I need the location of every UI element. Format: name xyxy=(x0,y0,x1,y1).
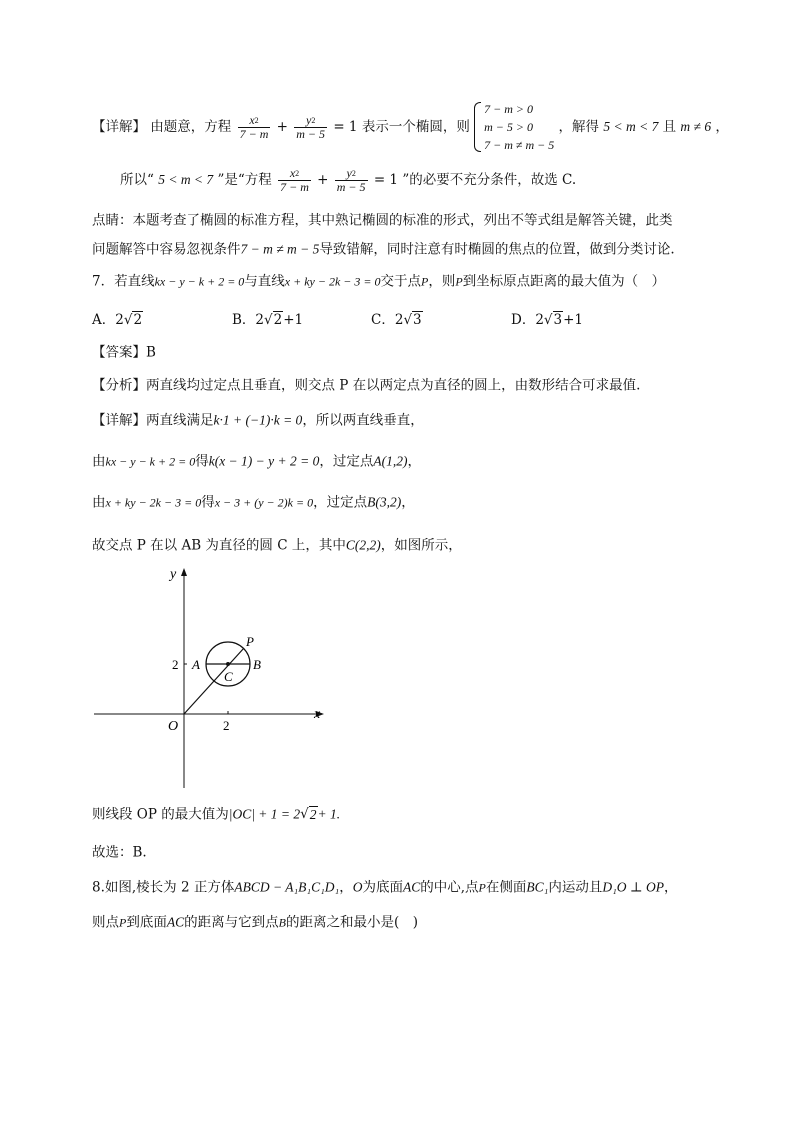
detail1-text-a: 由题意，方程 xyxy=(150,119,232,135)
answer-line: 【答案】B xyxy=(92,344,156,361)
fraction-x2: $\frac{x2}{7 - m}$ xyxy=(239,112,269,141)
x-label: x xyxy=(314,707,321,722)
center-point xyxy=(226,662,230,666)
fraction-y2: $\frac{y2}{m - 5}$ xyxy=(296,112,326,141)
range-expr: 5 < m < 7 xyxy=(603,119,659,134)
detail1-text-c: ，解得 xyxy=(558,119,600,135)
point-a-label: A xyxy=(192,657,200,672)
conclusion-line xyxy=(120,166,576,194)
detail2-line-1: 【详解】两直线满足k·1 + (−1)·k = 0，所以两直线垂直， xyxy=(92,412,424,429)
origin-label: O xyxy=(168,719,179,734)
neq-expr: m ≠ 6 xyxy=(680,119,712,134)
y-label: y xyxy=(170,567,177,582)
detail1-text-b: 表示一个椭圆，则 xyxy=(361,119,470,135)
fraction-y2-b: $\frac{y2}{m - 5}$ xyxy=(336,165,366,194)
option-b: B．2√2+1 xyxy=(232,312,304,328)
point-p-label: P xyxy=(246,634,254,649)
question-7: 7．若直线kx − y − k + 2 = 0与直线x + ky − 2k − 3 = 0交于点P，则P到坐标原点距离的最大值为（ ） xyxy=(92,273,666,290)
answer-value: B xyxy=(146,344,156,361)
plus-sign: + xyxy=(276,119,288,135)
inequality-system: 7 − m > 0 m − 5 > 0 7 − m ≠ m − 5 xyxy=(474,100,554,154)
line1-eq: kx − y − k + 2 = 0 xyxy=(154,274,245,289)
option-c: C．2√3 xyxy=(371,312,422,328)
detail1-line xyxy=(92,100,729,154)
point-c-label: C xyxy=(224,669,233,684)
result-line: 则线段 OP 的最大值为|OC| + 1 = 2√2+ 1. xyxy=(92,806,341,823)
y-axis-arrow xyxy=(181,568,187,576)
plus-sign-b: + xyxy=(317,171,329,188)
analysis-line: 【分析】两直线均过定点且垂直，则交点 P 在以两定点为直径的圆上，由数形结合可求最值. xyxy=(92,377,641,394)
coordinate-figure xyxy=(88,560,338,795)
detail2-line-2: 由kx − y − k + 2 = 0得k(x − 1) − y + 2 = 0，过定点A(1,2)， xyxy=(92,453,421,470)
note-line-1: 点睛：本题考查了椭圆的标准方程，其中熟记椭圆的标准的形式，列出不等式组是解答关键，此类 xyxy=(92,212,673,229)
line2-eq: x + ky − 2k − 3 = 0 xyxy=(284,274,381,289)
point-b-label: B xyxy=(253,657,261,672)
detail-tag: 【详解】 xyxy=(92,119,146,135)
detail1-text-d: 且 xyxy=(662,119,677,135)
line2-a: 所以“ xyxy=(120,171,154,188)
line2-range: 5 < m < 7 xyxy=(158,171,214,187)
line2-c: ”的必要不充分条件，故选 C. xyxy=(402,171,577,188)
choose-line: 故选：B. xyxy=(92,844,147,861)
option-a: A．2√2 xyxy=(92,312,143,328)
equals-one: = 1 xyxy=(333,119,358,135)
x-tick-2: 2 xyxy=(223,718,230,733)
fraction-x2-b: $\frac{x2}{7 - m}$ xyxy=(280,165,309,194)
option-d: D．2√3+1 xyxy=(511,312,584,328)
y-tick-2: 2 xyxy=(172,657,179,672)
detail2-line-4: 故交点 P 在以 AB 为直径的圆 C 上，其中C(2,2)，如图所示， xyxy=(92,537,462,554)
equals-one-b: = 1 xyxy=(373,171,399,188)
question-8-line-2: 则点P到底面AC的距离与它到点B的距离之和最小是( ) xyxy=(92,914,418,931)
note-condition: 7 − m ≠ m − 5 xyxy=(240,241,320,257)
note-line-2: 问题解答中容易忽视条件7 − m ≠ m − 5导致错解，同时注意有时椭圆的焦点的位置，做到分类讨论. xyxy=(92,241,675,258)
detail2-line-3: 由x + ky − 2k − 3 = 0得x − 3 + (y − 2)k = 0，过定点B(3,2)， xyxy=(92,494,415,511)
line2-b: ”是“方程 xyxy=(217,171,272,188)
question-8-line-1: 8.如图,棱长为 2 正方体ABCD − A₁B₁C₁D₁，O为底面AC的中心,点P在侧面BC₁内运动且D₁O ⊥ OP， xyxy=(92,879,678,896)
detail1-text-e: ， xyxy=(715,119,729,135)
